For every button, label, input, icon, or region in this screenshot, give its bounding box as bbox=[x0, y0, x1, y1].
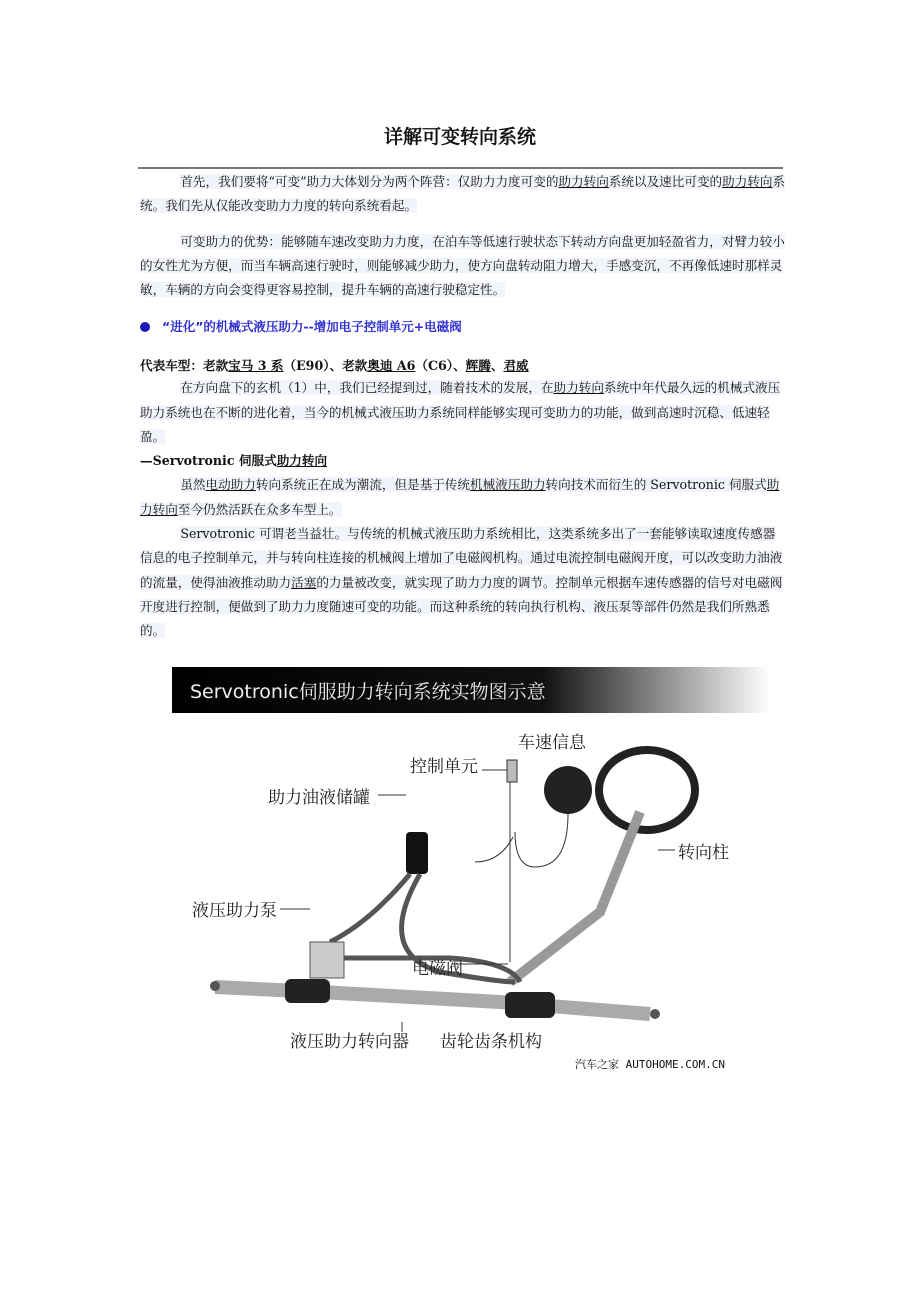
link-power-steering[interactable]: 助力转向 bbox=[140, 477, 780, 517]
label-control-unit: 控制单元 bbox=[410, 757, 478, 778]
link-hydraulic-power[interactable]: 机械液压助力 bbox=[469, 477, 546, 493]
link-power-steering[interactable]: 助力转向 bbox=[722, 174, 773, 189]
figure-header: Servotronic伺服助力转向系统实物图示意 bbox=[190, 681, 546, 704]
link-regal[interactable]: 君威 bbox=[503, 358, 529, 374]
label-speed-signal: 车速信息 bbox=[518, 733, 586, 754]
text: 、 bbox=[490, 358, 504, 374]
paragraph-advantages bbox=[140, 230, 786, 303]
title-divider bbox=[138, 167, 783, 169]
text: 的力量被改变，就实现了助力力度的调节。控制单元根据车速传感器的信号对电磁阀开度进行控制，便做到了助力力度随速可变的功能。而这种系统的转向执行机构、液压泵等部件仍然是我们所熟悉的。 bbox=[140, 574, 783, 639]
servotronic-diagram bbox=[170, 652, 770, 1072]
reservoir-icon bbox=[406, 832, 428, 874]
paragraph-servotronic-intro bbox=[140, 473, 786, 522]
label-steering-gear: 液压助力转向器 bbox=[290, 1032, 409, 1053]
document-title: 详解可变转向系统 bbox=[383, 126, 536, 148]
link-bmw-3[interactable]: 宝马 3 系 bbox=[228, 358, 284, 374]
text: 至今仍然活跃在众多车型上。 bbox=[177, 501, 342, 517]
label-reservoir: 助力油液储罐 bbox=[268, 788, 370, 809]
link-piston[interactable]: 活塞 bbox=[291, 574, 317, 590]
representative-models bbox=[140, 356, 786, 376]
document-body bbox=[140, 170, 786, 1072]
pump-icon bbox=[310, 942, 344, 978]
text: 在方向盘下的玄机（1）中，我们已经提到过，随着技术的发展，在 bbox=[180, 380, 554, 396]
link-audi-a6[interactable]: 奥迪 A6 bbox=[367, 358, 416, 374]
text: 系统以及速比可变的 bbox=[608, 174, 723, 189]
steering-column-icon bbox=[510, 812, 640, 982]
text: 可变助力的优势：能够随车速改变助力力度，在泊车等低速行驶状态下转动方向盘更加轻盈省力，对臂力较小的女性尤为方便，而当车辆高速行驶时，则能够减少助力，使方向盘转动阻力增大，手感变沉，不再像低速时那样灵敏，车辆的方向会变得更容易控制，提升车辆的高速行驶稳定性。 bbox=[140, 233, 785, 298]
text: （E90）、老款 bbox=[283, 358, 368, 374]
subheading-servotronic bbox=[140, 451, 786, 471]
link-power-steering[interactable]: 助力转向 bbox=[558, 174, 609, 189]
control-unit-icon bbox=[507, 760, 517, 782]
section-heading bbox=[140, 317, 786, 337]
speedometer-icon bbox=[544, 766, 592, 814]
link-phaeton[interactable]: 辉腾 bbox=[465, 358, 491, 374]
text: Servotronic 可谓老当益壮。与传统的机械式液压助力系统相比，这类系统多出了一套能够读取速度传感器信息的电子控制单元，并与转向柱连接的机械阀上增加了电磁阀机构。通过电流控制电磁阀开度，可以改变助力油液的流量，使得油液推动助力 bbox=[140, 525, 783, 590]
text: 代表车型：老款 bbox=[140, 358, 229, 374]
paragraph-intro bbox=[140, 170, 786, 219]
paragraph-evolution bbox=[140, 376, 786, 449]
text: —Servotronic 伺服式 bbox=[140, 453, 277, 469]
paragraph-servotronic-detail bbox=[140, 522, 786, 643]
text: 首先，我们要将“可变”助力大体划分为两个阵营：仅助力力度可变的 bbox=[180, 174, 559, 189]
section-heading-text: “进化”的机械式液压助力--增加电子控制单元+电磁阀 bbox=[162, 319, 462, 335]
label-pump: 液压助力泵 bbox=[192, 901, 277, 922]
label-rack-pinion: 齿轮齿条机构 bbox=[440, 1032, 542, 1053]
text: （C6）、 bbox=[415, 358, 466, 374]
text: 转向技术而衍生的 Servotronic 伺服式 bbox=[545, 477, 767, 493]
link-power-steering[interactable]: 助力转向 bbox=[553, 380, 604, 396]
bullet-icon bbox=[140, 322, 150, 332]
steering-rack-icon bbox=[215, 987, 650, 1014]
text: 虽然 bbox=[180, 477, 206, 493]
label-solenoid-valve: 电磁阀 bbox=[412, 959, 463, 980]
text: 系统。我们先从仅能改变助力力度的转向系统看起。 bbox=[140, 174, 786, 214]
watermark: 汽车之家 AUTOHOME.COM.CN bbox=[575, 1058, 725, 1072]
link-power-steering[interactable]: 助力转向 bbox=[276, 453, 328, 469]
text: 转向系统正在成为潮流，但是基于传统 bbox=[255, 477, 470, 493]
text: 系统中年代最久远的机械式液压助力系统也在不断的进化着，当今的机械式液压助力系统同样能够实现可变助力的功能，做到高速时沉稳、低速轻盈。 bbox=[140, 380, 781, 445]
steering-wheel-icon bbox=[599, 750, 695, 830]
link-electric-power[interactable]: 电动助力 bbox=[205, 477, 256, 493]
label-steering-column: 转向柱 bbox=[678, 843, 729, 864]
